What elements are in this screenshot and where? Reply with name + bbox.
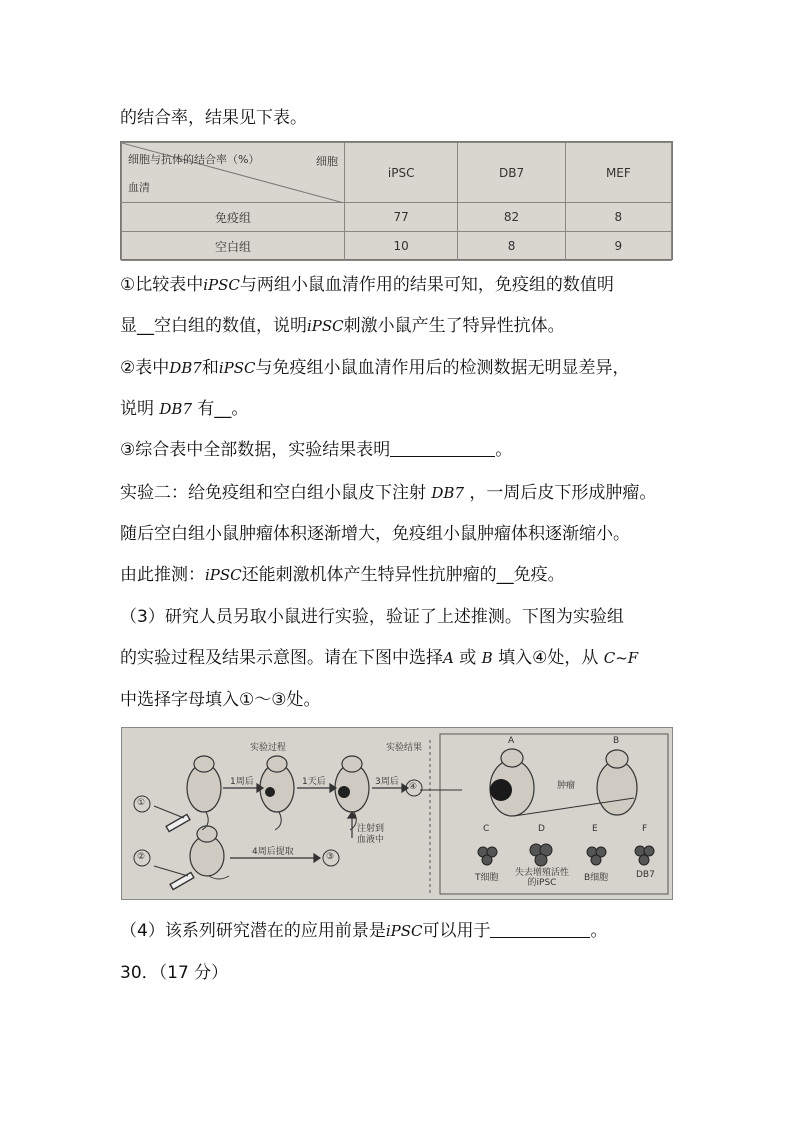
- cell-name-c: T细胞: [475, 873, 499, 883]
- part-3-line-1: （3）研究人员另取小鼠进行实验，验证了上述推测。下图为实验组: [120, 607, 624, 627]
- inject-label: 注射到 血液中: [357, 824, 385, 845]
- process-title: 实验过程: [250, 743, 287, 753]
- cell-letter-d: D: [538, 824, 545, 834]
- intro-line: 的结合率，结果见下表。: [120, 108, 307, 128]
- tumor-label: 肿瘤: [557, 781, 576, 791]
- cell-name-e: B细胞: [584, 873, 609, 883]
- corner-label-right: 细胞: [316, 155, 338, 168]
- answer-blank[interactable]: [390, 440, 495, 457]
- part-4-line: （4）该系列研究潜在的应用前景是iPSC可以用于 。: [120, 921, 608, 941]
- question-3-line: ③综合表中全部数据，实验结果表明 。: [120, 440, 513, 460]
- table-corner-cell: [122, 143, 345, 203]
- binding-rate-table: [120, 141, 673, 260]
- question-2-line-1: ②表中DB7和iPSC与免疫组小鼠血清作用后的检测数据无明显差异，: [120, 358, 630, 378]
- col-header-db7: DB7: [458, 143, 565, 203]
- question-1-line-2: 显__空白组的数值，说明iPSC刺激小鼠产生了特异性抗体。: [120, 316, 565, 336]
- row-label: 空白组: [122, 232, 345, 261]
- table-row: [122, 203, 672, 232]
- experiment-2-line-1: 实验二：给免疫组和空白组小鼠皮下注射 DB7 ，一周后皮下形成肿瘤。: [120, 483, 657, 503]
- circle-1: ①: [137, 798, 146, 808]
- step-2-label: 1天后: [302, 777, 326, 787]
- table-cell: 8: [458, 232, 565, 261]
- cell-letter-f: F: [642, 824, 648, 834]
- table-cell: 82: [458, 203, 565, 232]
- answer-blank[interactable]: [490, 921, 590, 938]
- step-1-label: 1周后: [230, 777, 254, 787]
- corner-label-top: 细胞与抗体的结合率（%）: [128, 153, 260, 166]
- corner-label-bottom: 血清: [128, 181, 150, 194]
- mouse-a-label: A: [508, 736, 515, 746]
- col-header-mef: MEF: [565, 143, 671, 203]
- cell-name-f: DB7: [636, 870, 655, 880]
- step-4-label: 4周后提取: [252, 847, 294, 857]
- question-30-heading: 30．（17 分）: [120, 963, 229, 983]
- table-cell: 9: [565, 232, 671, 261]
- cell-letter-c: C: [483, 824, 490, 834]
- part-3-line-2: 的实验过程及结果示意图。请在下图中选择A 或 B 填入④处，从 C~F: [120, 648, 639, 668]
- mouse-b-label: B: [613, 736, 620, 746]
- circle-2: ②: [137, 852, 146, 862]
- table-cell: 10: [345, 232, 458, 261]
- table-cell: 8: [565, 203, 671, 232]
- table-row: [122, 232, 672, 261]
- col-header-ipsc: iPSC: [345, 143, 458, 203]
- circle-4: ④: [409, 782, 418, 792]
- circle-3: ③: [326, 852, 335, 862]
- question-1-line-1: ①比较表中iPSC与两组小鼠血清作用的结果可知，免疫组的数值明: [120, 275, 614, 295]
- experiment-2-line-3: 由此推测：iPSC还能刺激机体产生特异性抗肿瘤的__免疫。: [120, 565, 565, 585]
- cell-name-d: 失去增殖活性的iPSC: [514, 868, 569, 888]
- cell-letter-e: E: [592, 824, 598, 834]
- row-label: 免疫组: [122, 203, 345, 232]
- experiment-figure: [121, 727, 673, 900]
- result-title: 实验结果: [386, 743, 423, 753]
- question-2-line-2: 说明 DB7 有__。: [120, 399, 249, 419]
- experiment-2-line-2: 随后空白组小鼠肿瘤体积逐渐增大，免疫组小鼠肿瘤体积逐渐缩小。: [120, 524, 630, 544]
- part-3-line-3: 中选择字母填入①～③处。: [120, 690, 321, 710]
- table-cell: 77: [345, 203, 458, 232]
- step-3-label: 3周后: [375, 777, 399, 787]
